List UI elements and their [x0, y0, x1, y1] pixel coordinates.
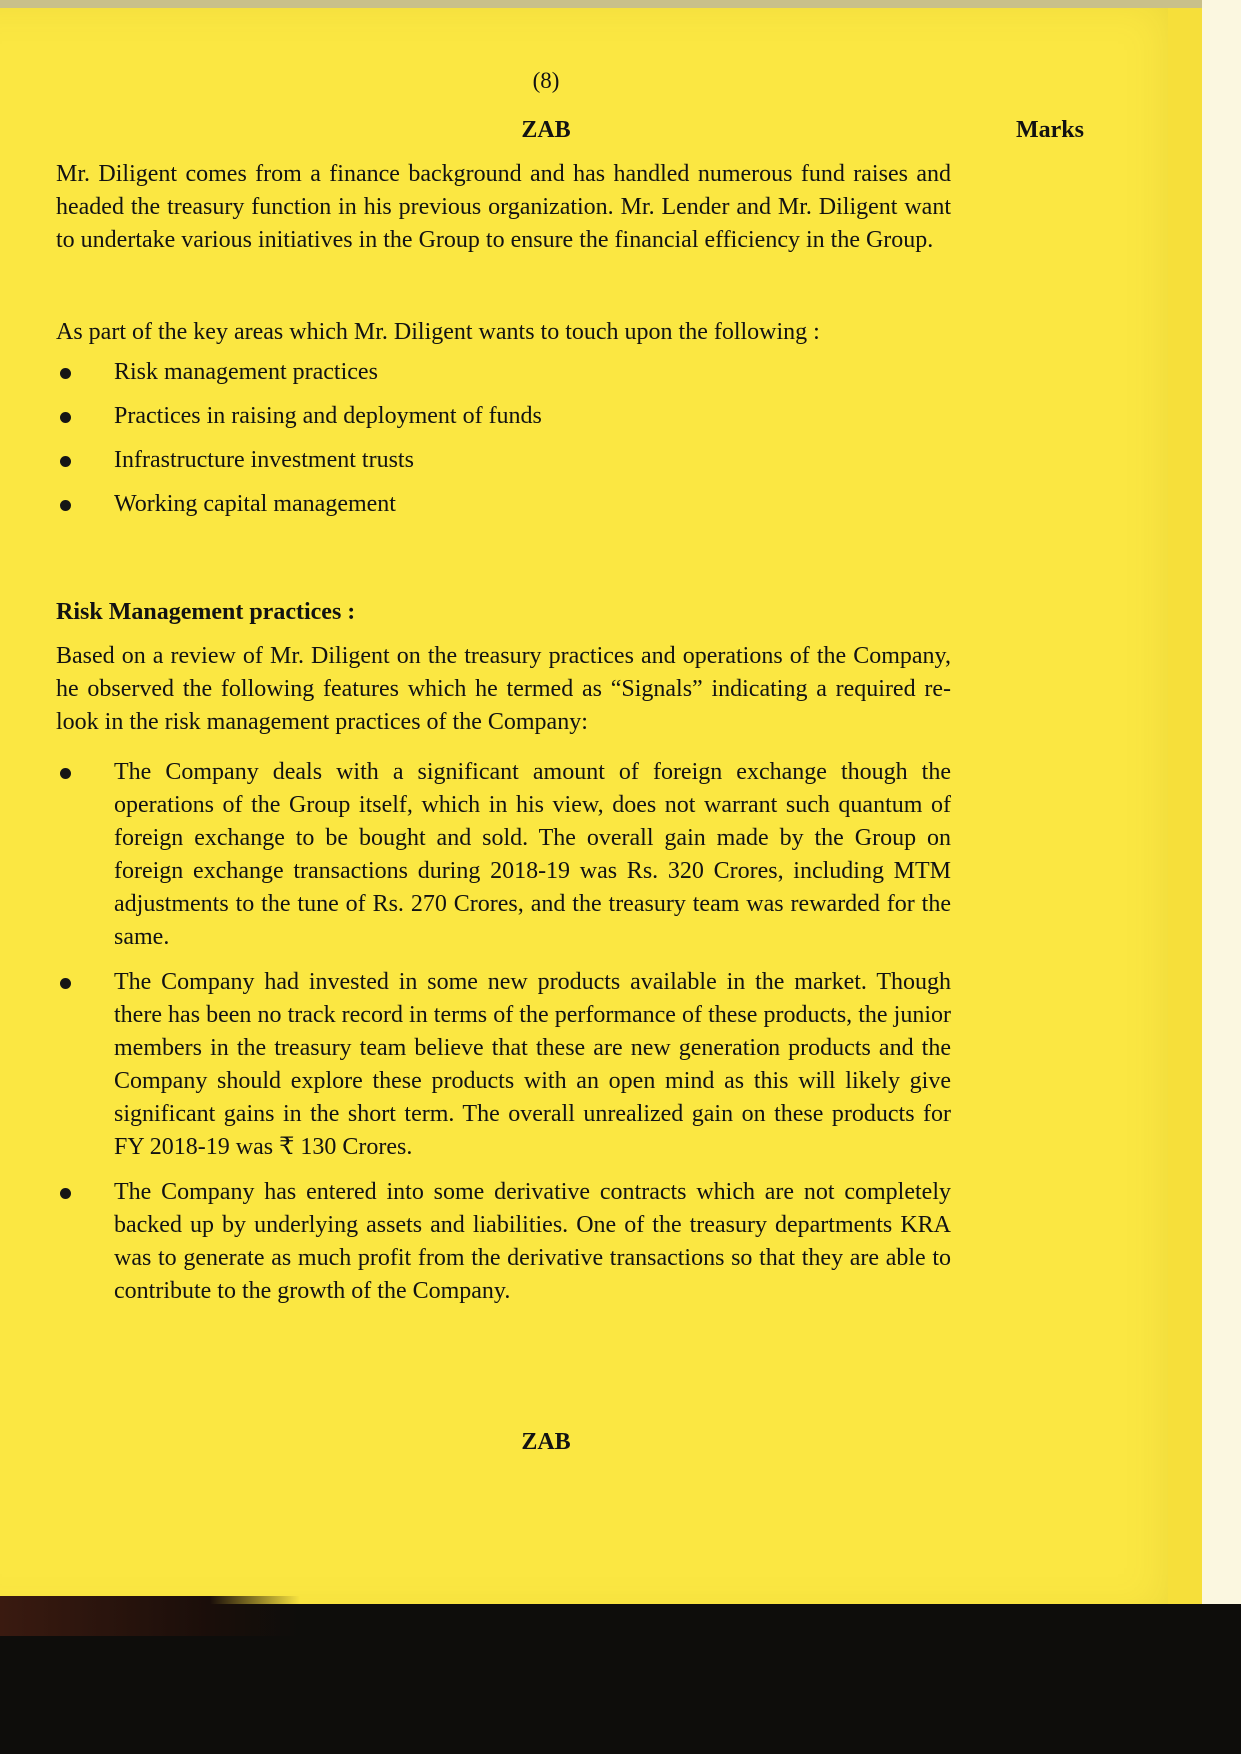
page-number: (8)	[532, 68, 560, 93]
list-item	[56, 444, 951, 488]
list-item	[56, 966, 951, 1164]
key-areas-intro: As part of the key areas which Mr. Diligent wants to touch upon the following :	[56, 319, 820, 345]
signal-text: The Company deals with a significant amount of foreign exchange though the operations of the Group itself, which in his view, does not warrant such quantum of foreign exchange to be bought and sold. The overall gain made by the Group on foreign exchange transactions during 2018-19 was Rs. 320 Crores, including MTM adjustments to the tune of Rs. 270 Crores, and the treasury team was rewarded for the same.	[114, 759, 951, 950]
bullet-icon	[60, 368, 71, 379]
list-item	[56, 400, 951, 444]
bullet-icon	[60, 500, 71, 511]
bullet-icon	[60, 456, 71, 467]
key-area-label: Infrastructure investment trusts	[114, 447, 414, 473]
signal-text: The Company had invested in some new products available in the market. Though there has been no track record in terms of the performance of these products, the junior members in the treasury team believe that these are new generation products and the Company should explore these products with an open mind as this will likely give significant gains in the short term. The overall unrealized gain on these products for FY 2018-19 was ₹ 130 Crores.	[114, 969, 951, 1160]
list-item	[56, 488, 951, 532]
page-edge	[1168, 8, 1202, 1610]
intro-paragraph: Mr. Diligent comes from a finance background and has handled numerous fund raises and headed the treasury function in his previous organization. Mr. Lender and Mr. Diligent want to undertake various initiatives in the Group to ensure the financial efficiency in the Group.	[56, 161, 951, 253]
bullet-icon	[60, 978, 71, 989]
paper-code-header: ZAB	[521, 117, 571, 143]
list-item	[56, 1176, 951, 1308]
list-item	[56, 356, 951, 400]
bullet-icon	[60, 768, 71, 779]
review-paragraph: Based on a review of Mr. Diligent on the treasury practices and operations of the Company, he observed the following features which he termed as “Signals” indicating a required re-look in the risk management practices of the Company:	[56, 643, 951, 735]
marks-column-label: Marks	[1016, 117, 1084, 143]
scan-bottom-shadow	[0, 1596, 300, 1636]
bullet-icon	[60, 1188, 71, 1199]
key-area-label: Working capital management	[114, 491, 396, 517]
key-area-label: Risk management practices	[114, 359, 378, 385]
list-item	[56, 756, 951, 954]
paper-code-footer: ZAB	[521, 1429, 571, 1455]
scan-right-margin	[1202, 0, 1241, 1610]
bullet-icon	[60, 412, 71, 423]
signal-text: The Company has entered into some derivative contracts which are not completely backed up by underlying assets and liabilities. One of the treasury departments KRA was to generate as much profit from the derivative transactions so that they are able to contribute to the growth of the Company.	[114, 1179, 951, 1304]
key-areas-list	[56, 356, 951, 532]
key-area-label: Practices in raising and deployment of funds	[114, 403, 542, 429]
signals-list	[56, 756, 951, 1320]
section-heading: Risk Management practices :	[56, 599, 356, 625]
